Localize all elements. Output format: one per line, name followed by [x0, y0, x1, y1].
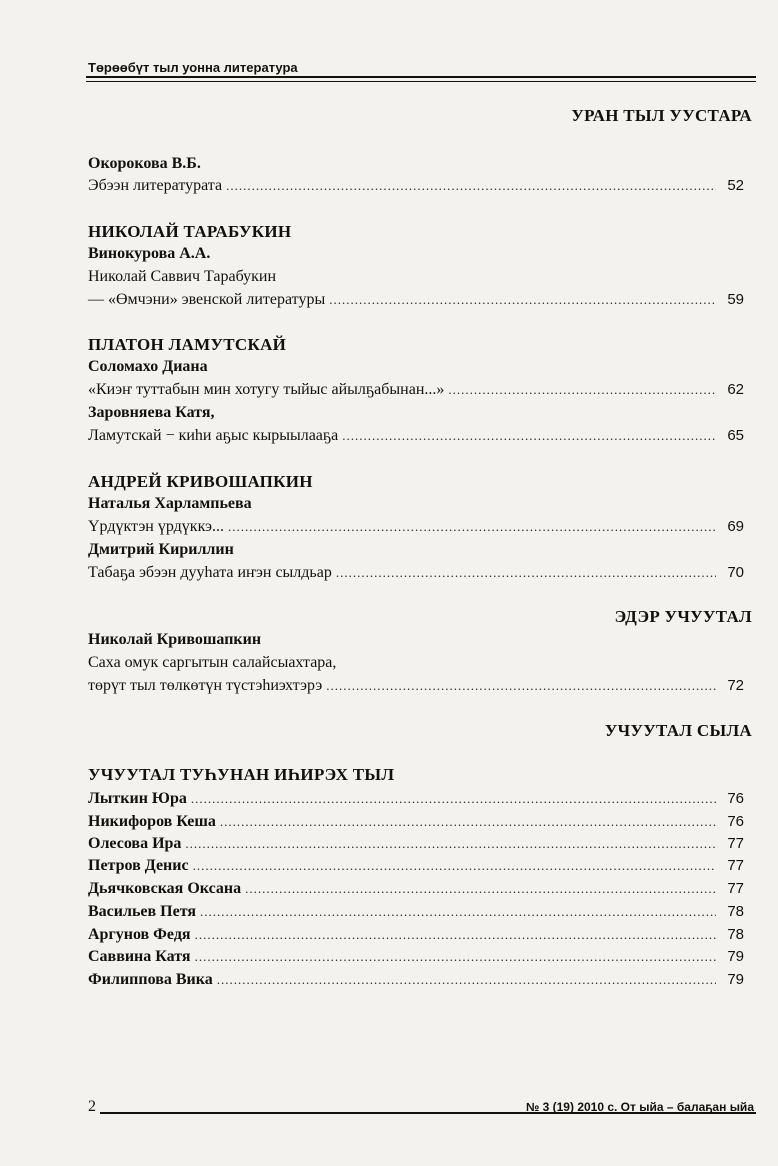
toc-page-number: 70: [727, 564, 744, 581]
toc-entry[interactable]: [88, 971, 744, 989]
toc-entry-title: Аргунов Федя: [88, 926, 191, 943]
leader-dots: [220, 814, 716, 830]
toc-entry-title: Табаҕа эбээн дууһата иҥэн сылдьар: [88, 564, 332, 581]
leader-dots: [336, 565, 716, 581]
toc-page-number: 76: [727, 790, 744, 807]
toc-author: Наталья Харлампьева: [88, 495, 252, 512]
leader-dots: [185, 836, 716, 852]
toc-page-number: 59: [727, 291, 744, 308]
leader-dots: [226, 178, 716, 194]
toc-page-number: 78: [727, 926, 744, 943]
toc-entry[interactable]: [88, 518, 744, 536]
toc-entry-line: Николай Саввич Тарабукин: [88, 268, 277, 285]
toc-entry[interactable]: [88, 903, 744, 921]
toc-entry-title: Олесова Ира: [88, 835, 182, 852]
toc-entry-title: — «Өмчэни» эвенской литературы: [88, 291, 326, 308]
toc-entry-title: Саввина Катя: [88, 948, 191, 965]
leader-dots: [195, 949, 716, 965]
toc-entry[interactable]: [88, 381, 744, 399]
toc-page-number: 77: [727, 835, 744, 852]
leader-dots: [193, 858, 716, 874]
toc-entry-title: Лыткин Юра: [88, 790, 187, 807]
toc-author: Винокурова А.А.: [88, 245, 211, 262]
toc-entry-title: Ламутскай − киһи аҕыс кырыылааҕа: [88, 427, 339, 444]
toc-entry[interactable]: [88, 926, 744, 944]
toc-page-number: 62: [727, 381, 744, 398]
leader-dots: [326, 678, 716, 694]
toc-entry-title: Филиппова Вика: [88, 971, 213, 988]
toc-page-number: 77: [727, 857, 744, 874]
toc-entry[interactable]: [88, 177, 744, 195]
toc-entry[interactable]: [88, 677, 744, 695]
toc-entry[interactable]: [88, 857, 744, 875]
section-title-uchuutal-syla: УЧУУТАЛ СЫЛА: [604, 721, 752, 740]
toc-author: Соломахо Диана: [88, 358, 208, 375]
toc-page-number: 52: [727, 177, 744, 194]
section-title-uran-tyl: УРАН ТЫЛ УУСТАРА: [571, 106, 752, 125]
toc-page-number: 79: [727, 948, 744, 965]
leader-dots: [245, 881, 716, 897]
toc-author: Окорокова В.Б.: [88, 155, 201, 172]
toc-entry[interactable]: [88, 880, 744, 898]
toc-author: Николай Кривошапкин: [88, 631, 262, 648]
toc-author: Заровняева Катя,: [88, 404, 215, 421]
toc-entry-title: «Киэҥ туттабын мин хотугу тыйыс айылҕабынан...»: [88, 381, 445, 398]
toc-page-number: 72: [727, 677, 744, 694]
toc-entry-title: Никифоров Кеша: [88, 813, 216, 830]
toc-entry[interactable]: [88, 291, 744, 309]
toc-entry[interactable]: [88, 813, 744, 831]
toc-author: Дмитрий Кириллин: [88, 541, 234, 558]
toc-entry[interactable]: [88, 948, 744, 966]
page-number: 2: [88, 1098, 96, 1115]
leader-dots: [448, 382, 716, 398]
leader-dots: [217, 972, 716, 988]
leader-dots: [195, 927, 716, 943]
toc-entry-title: Васильев Петя: [88, 903, 197, 920]
running-head: Төрөөбүт тыл уонна литература: [88, 60, 298, 75]
toc-entry-title: Петров Денис: [88, 857, 189, 874]
section-title-tarabukin: НИКОЛАЙ ТАРАБУКИН: [88, 222, 292, 241]
section-title-krivoshapkin: АНДРЕЙ КРИВОШАПКИН: [88, 472, 313, 491]
header-rule: [86, 76, 756, 78]
toc-entry[interactable]: [88, 790, 744, 808]
toc-page-number: 78: [727, 903, 744, 920]
toc-entry-title: төрүт тыл төлкөтүн түстэһиэхтэрэ: [88, 677, 323, 694]
leader-dots: [342, 428, 716, 444]
section-title-lamutskai: ПЛАТОН ЛАМУТСКАЙ: [88, 335, 287, 354]
toc-page-number: 65: [727, 427, 744, 444]
leader-dots: [191, 791, 716, 807]
leader-dots: [228, 519, 716, 535]
toc-entry-line: Саха омук саргытын салайсыахтара,: [88, 654, 337, 671]
toc-page-number: 79: [727, 971, 744, 988]
section-title-eder-uchuutal: ЭДЭР УЧУУТАЛ: [614, 607, 752, 626]
section-title-uchuutal-tuhunan: УЧУУТАЛ ТУҺУНАН ИҺИРЭХ ТЫЛ: [88, 765, 395, 784]
leader-dots: [329, 292, 716, 308]
issue-info: № 3 (19) 2010 с. От ыйа – балаҕан ыйа: [525, 1100, 754, 1114]
toc-entry-title: Үрдүктэн үрдүккэ...: [88, 518, 224, 535]
header-rule-thin: [86, 81, 756, 82]
toc-entry[interactable]: [88, 835, 744, 853]
toc-entry[interactable]: [88, 564, 744, 582]
toc-entry[interactable]: [88, 427, 744, 445]
toc-page-number: 76: [727, 813, 744, 830]
toc-page-number: 69: [727, 518, 744, 535]
toc-page-number: 77: [727, 880, 744, 897]
toc-entry-title: Эбээн литературата: [88, 177, 223, 194]
toc-entry-title: Дьячковская Оксана: [88, 880, 242, 897]
leader-dots: [200, 904, 716, 920]
